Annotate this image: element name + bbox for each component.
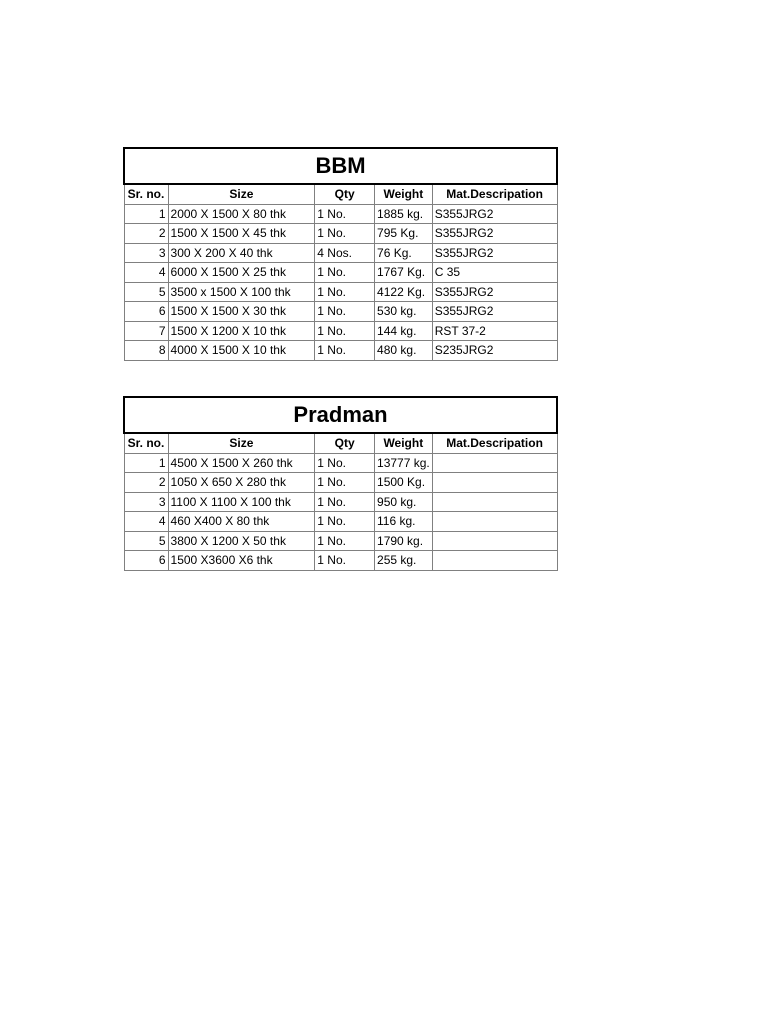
cell-mat-description [432,531,557,551]
cell-mat-description: S355JRG2 [432,224,557,244]
cell-weight: 76 Kg. [375,243,433,263]
cell-size: 1500 X 1200 X 10 thk [168,321,315,341]
cell-size: 300 X 200 X 40 thk [168,243,315,263]
header-mat-description: Mat.Descripation [432,433,557,453]
header-row [124,184,557,204]
cell-sr-no: 7 [124,321,168,341]
cell-weight: 116 kg. [375,512,433,532]
header-size: Size [168,433,315,453]
bbm-table [123,147,558,361]
cell-qty: 1 No. [315,282,375,302]
table-row [124,243,557,263]
cell-weight: 950 kg. [375,492,433,512]
cell-qty: 1 No. [315,341,375,361]
cell-weight: 480 kg. [375,341,433,361]
cell-sr-no: 8 [124,341,168,361]
cell-qty: 1 No. [315,453,375,473]
cell-size: 460 X400 X 80 thk [168,512,315,532]
cell-size: 3800 X 1200 X 50 thk [168,531,315,551]
cell-size: 2000 X 1500 X 80 thk [168,204,315,224]
cell-weight: 1790 kg. [375,531,433,551]
cell-qty: 1 No. [315,204,375,224]
header-weight: Weight [375,433,433,453]
cell-mat-description [432,512,557,532]
table-row [124,341,557,361]
cell-mat-description [432,492,557,512]
table-row [124,302,557,322]
cell-qty: 1 No. [315,473,375,493]
cell-sr-no: 3 [124,243,168,263]
cell-size: 4000 X 1500 X 10 thk [168,341,315,361]
cell-mat-description: S235JRG2 [432,341,557,361]
cell-weight: 255 kg. [375,551,433,571]
cell-weight: 1767 Kg. [375,263,433,283]
table-title: Pradman [124,397,557,433]
cell-sr-no: 6 [124,551,168,571]
cell-sr-no: 4 [124,512,168,532]
cell-size: 1050 X 650 X 280 thk [168,473,315,493]
cell-sr-no: 2 [124,224,168,244]
table-row [124,473,557,493]
table-row [124,453,557,473]
table-row [124,551,557,571]
cell-weight: 1500 Kg. [375,473,433,493]
cell-sr-no: 3 [124,492,168,512]
cell-qty: 1 No. [315,263,375,283]
header-row [124,433,557,453]
cell-qty: 1 No. [315,512,375,532]
cell-weight: 13777 kg. [375,453,433,473]
cell-sr-no: 1 [124,204,168,224]
cell-size: 1500 X 1500 X 30 thk [168,302,315,322]
cell-qty: 1 No. [315,492,375,512]
header-sr-no: Sr. no. [124,184,168,204]
table-row [124,204,557,224]
cell-weight: 795 Kg. [375,224,433,244]
cell-sr-no: 5 [124,282,168,302]
table-row [124,282,557,302]
cell-size: 1100 X 1100 X 100 thk [168,492,315,512]
header-mat-description: Mat.Descripation [432,184,557,204]
table-row [124,531,557,551]
cell-mat-description [432,453,557,473]
pradman-table [123,396,558,571]
cell-qty: 1 No. [315,321,375,341]
cell-qty: 1 No. [315,302,375,322]
table-row [124,512,557,532]
cell-size: 4500 X 1500 X 260 thk [168,453,315,473]
cell-mat-description [432,473,557,493]
header-weight: Weight [375,184,433,204]
cell-size: 6000 X 1500 X 25 thk [168,263,315,283]
cell-sr-no: 2 [124,473,168,493]
cell-mat-description: S355JRG2 [432,243,557,263]
cell-weight: 4122 Kg. [375,282,433,302]
cell-size: 1500 X3600 X6 thk [168,551,315,571]
cell-weight: 530 kg. [375,302,433,322]
table-row [124,321,557,341]
table-row [124,263,557,283]
cell-mat-description: C 35 [432,263,557,283]
cell-weight: 1885 kg. [375,204,433,224]
cell-sr-no: 4 [124,263,168,283]
cell-size: 1500 X 1500 X 45 thk [168,224,315,244]
cell-sr-no: 6 [124,302,168,322]
cell-sr-no: 5 [124,531,168,551]
cell-mat-description: S355JRG2 [432,204,557,224]
cell-qty: 4 Nos. [315,243,375,263]
cell-sr-no: 1 [124,453,168,473]
cell-qty: 1 No. [315,224,375,244]
table-row [124,224,557,244]
cell-qty: 1 No. [315,551,375,571]
cell-mat-description: RST 37-2 [432,321,557,341]
header-qty: Qty [315,433,375,453]
cell-weight: 144 kg. [375,321,433,341]
cell-mat-description: S355JRG2 [432,302,557,322]
table-title: BBM [124,148,557,184]
header-qty: Qty [315,184,375,204]
cell-mat-description: S355JRG2 [432,282,557,302]
header-size: Size [168,184,315,204]
cell-size: 3500 x 1500 X 100 thk [168,282,315,302]
table-row [124,492,557,512]
header-sr-no: Sr. no. [124,433,168,453]
cell-qty: 1 No. [315,531,375,551]
cell-mat-description [432,551,557,571]
